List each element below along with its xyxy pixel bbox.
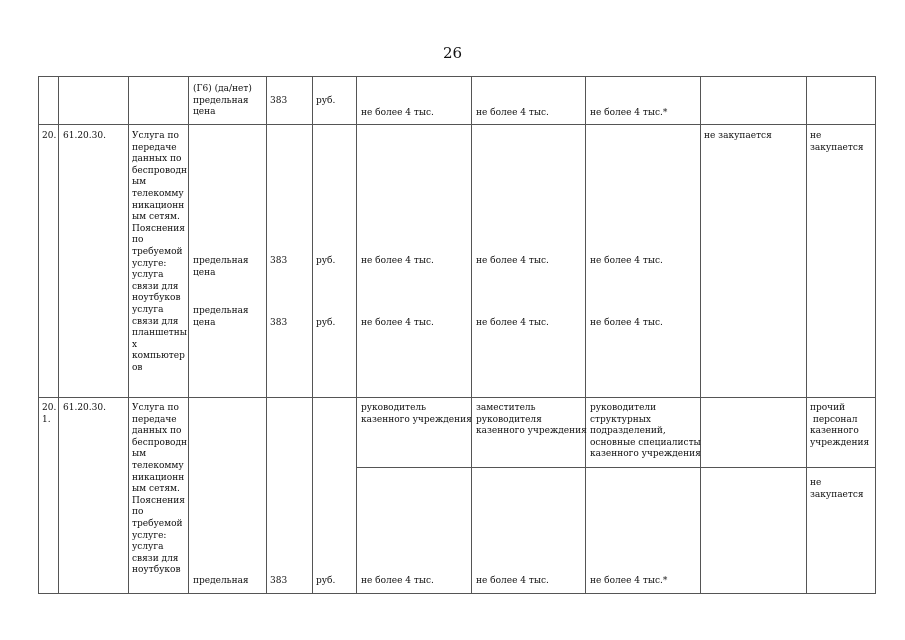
row20-line1-value-1: не более 4 тыс. [361,256,434,266]
row20-line2-characteristic: предельная цена [193,306,249,328]
col-border [58,76,59,594]
col-border [188,76,189,594]
row20-line2-value-2: не более 4 тыс. [476,318,549,328]
row201-header-2: заместитель руководителя казенного учреждения [476,403,587,437]
row20-line2-value-1: не более 4 тыс. [361,318,434,328]
top-row-okei: 383 [270,96,288,106]
page-number: 26 [442,44,463,62]
row201-value-2: не более 4 тыс. [476,576,549,586]
col-border [471,76,472,594]
row20-line2-okei: 383 [270,318,288,328]
row201-value-1: не более 4 тыс. [361,576,434,586]
row201-header-3: руководители структурных подразделений, основные специалисты казенного учреждения [590,403,701,460]
row-divider [38,124,876,125]
row20-line1-okei: 383 [270,256,288,266]
row201-okei: 383 [270,576,288,586]
row201-header-1: руководитель казенного учреждения [361,403,472,425]
row20-line2-value-3: не более 4 тыс. [590,318,663,328]
top-row-characteristic: (Г6) (да/нет) предельная цена [193,84,252,118]
row201-header-5: прочий персонал казенного учреждения [810,403,870,448]
row20-code: 61.20.30. [63,131,106,141]
col-border [585,76,586,594]
row20-line1-value-2: не более 4 тыс. [476,256,549,266]
col-border [128,76,129,594]
row201-characteristic: предельная [193,576,249,586]
row201-col9: не закупается [810,478,864,500]
top-row-unit: руб. [316,96,336,106]
row20-line1-value-3: не более 4 тыс. [590,256,663,266]
row20-name: Услуга по передаче данных по беспроводн ым телекомму никационн ым сетям. Пояснения по требуемой услуге: услуга связи для ноутбуков услуга связи для планшетны х компьютер ов [132,131,187,373]
row20-col9: не закупается [810,131,864,153]
row20-col8: не закупается [704,131,772,141]
row201-number: 20. 1. [42,403,57,425]
table-border-top [38,76,876,77]
row201-value-3: не более 4 тыс.* [590,576,668,586]
row201-code: 61.20.30. [63,403,106,413]
row201-unit: руб. [316,576,336,586]
inner-divider [356,467,876,468]
row20-line2-unit: руб. [316,318,336,328]
top-row-value-1: не более 4 тыс. [361,108,434,118]
row201-name: Услуга по передаче данных по беспроводн ым телекомму никационн ым сетям. Пояснения по требуемой услуге: услуга связи для ноутбуков [132,403,187,576]
row20-number: 20. [42,131,57,141]
col-border [806,76,807,594]
row-divider [38,397,876,398]
top-row-value-3: не более 4 тыс.* [590,108,668,118]
top-row-value-2: не более 4 тыс. [476,108,549,118]
table-border-bottom [38,593,876,594]
col-border [38,76,39,594]
col-border [312,76,313,594]
col-border [700,76,701,594]
row20-line1-unit: руб. [316,256,336,266]
col-border [356,76,357,594]
col-border [875,76,876,594]
col-border [266,76,267,594]
row20-line1-characteristic: предельная цена [193,256,249,278]
